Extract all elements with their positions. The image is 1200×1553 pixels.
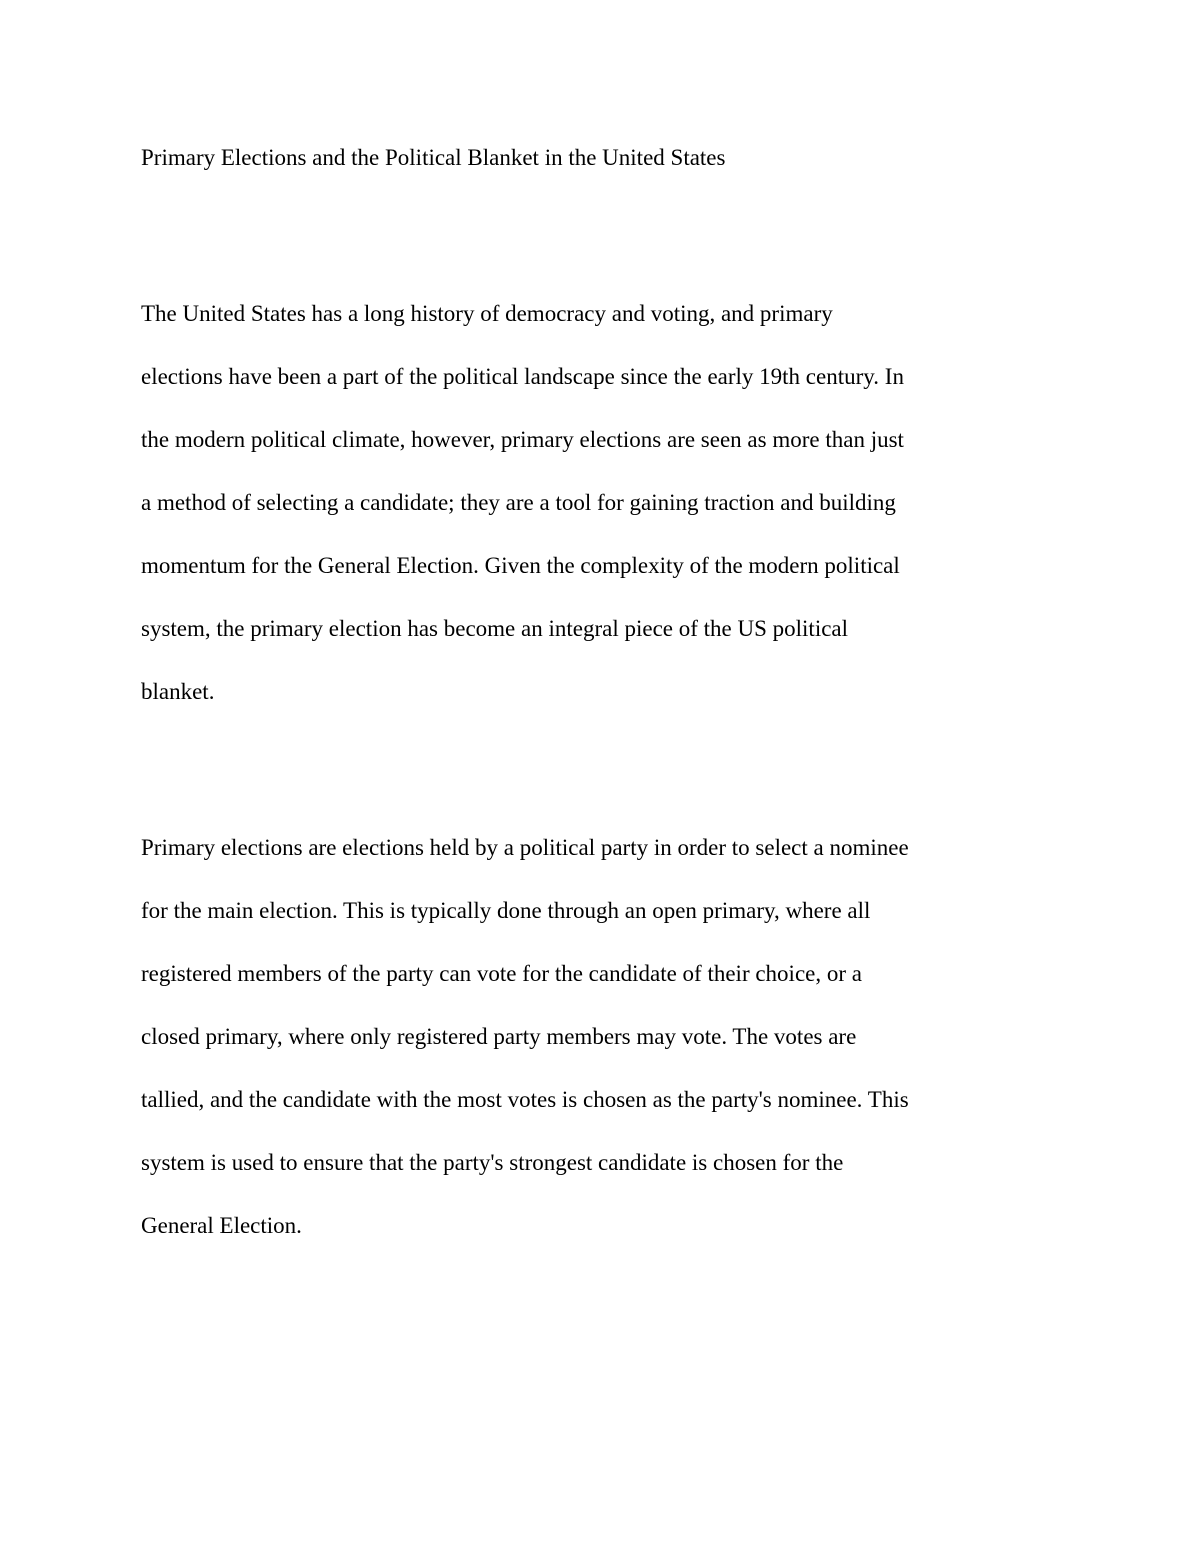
paragraph-line: system, the primary election has become an integral piece of the US political [141, 616, 849, 641]
paragraph-line: for the main election. This is typically done through an open primary, where all [141, 898, 871, 923]
paragraph-line: system is used to ensure that the party's strongest candidate is chosen for the [141, 1150, 844, 1175]
paragraph-line: General Election. [141, 1213, 302, 1238]
paragraph-line: elections have been a part of the political landscape since the early 19th century. In [141, 364, 904, 389]
paragraph-line: Primary elections are elections held by a political party in order to select a nominee [141, 835, 909, 860]
paragraph-line: registered members of the party can vote for the candidate of their choice, or a [141, 961, 862, 986]
document-title: Primary Elections and the Political Blanket in the United States [141, 145, 726, 170]
paragraph-line: blanket. [141, 679, 215, 704]
paragraph-line: tallied, and the candidate with the most votes is chosen as the party's nominee. This [141, 1087, 909, 1112]
paragraph-line: The United States has a long history of democracy and voting, and primary [141, 301, 833, 326]
paragraph-line: closed primary, where only registered party members may vote. The votes are [141, 1024, 857, 1049]
paragraph-line: the modern political climate, however, primary elections are seen as more than just [141, 427, 904, 452]
paragraph-line: momentum for the General Election. Given the complexity of the modern political [141, 553, 900, 578]
paragraph-line: a method of selecting a candidate; they are a tool for gaining traction and building [141, 490, 896, 515]
